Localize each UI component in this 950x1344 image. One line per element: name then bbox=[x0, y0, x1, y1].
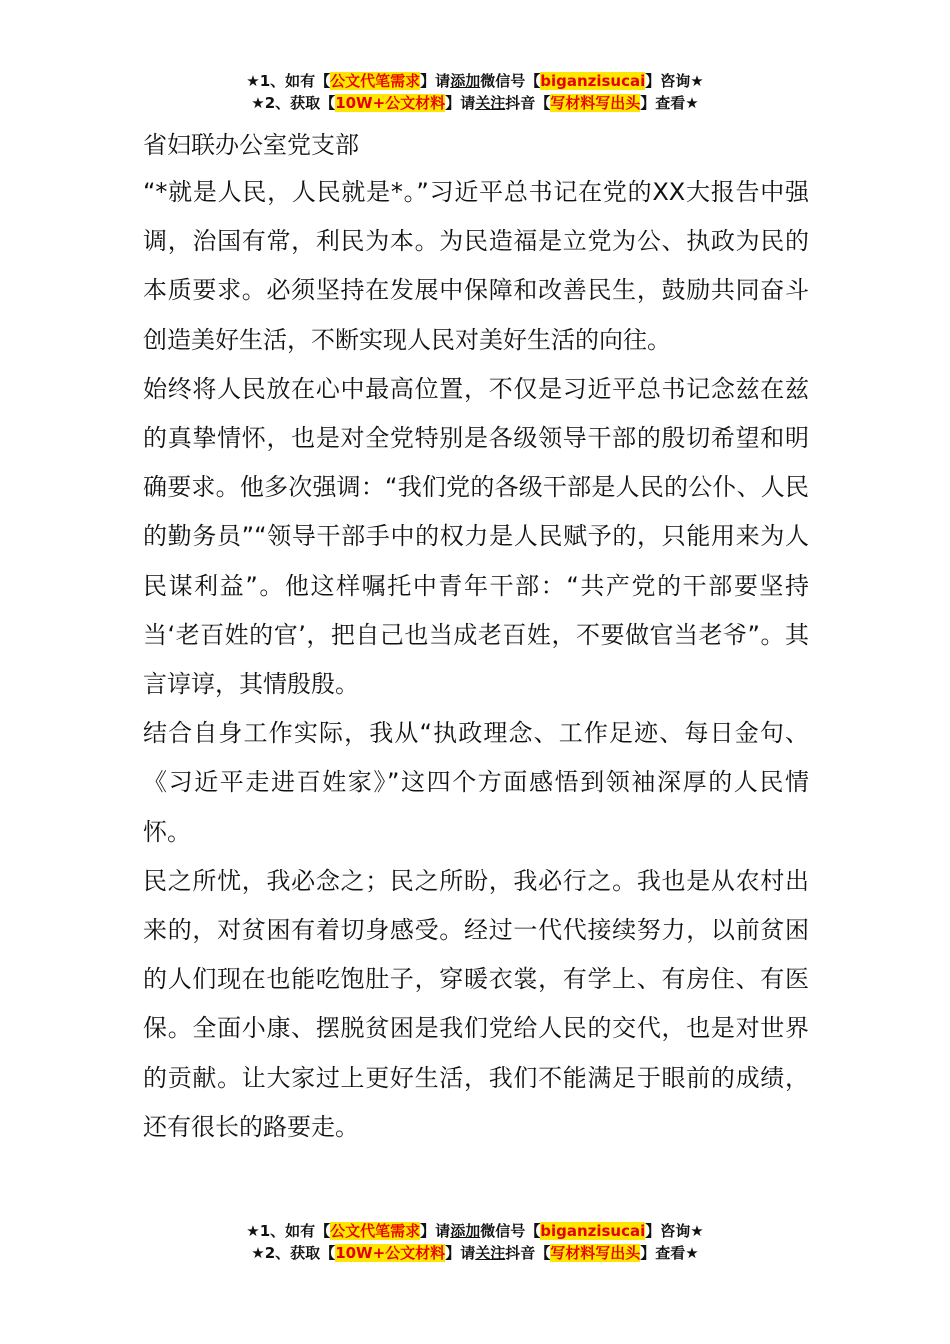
paragraph: 结合自身工作实际，我从“执政理念、工作足迹、每日金句、《习近平走进百姓家》”这四个方面感悟到领袖深厚的人民情怀。 bbox=[143, 719, 809, 846]
banner-line-1: ★1、如有【公文代笔需求】请添加微信号【biganzisucai】咨询★ bbox=[246, 72, 704, 90]
wechat-id: biganzisucai bbox=[540, 1222, 646, 1240]
emphasis-text: 添加 bbox=[450, 72, 481, 90]
paragraph: 始终将人民放在心中最高位置，不仅是习近平总书记念兹在兹的真挚情怀，也是对全党特别是各级领导干部的殷切希望和明确要求。他多次强调：“我们党的各级干部是人民的公仆、人民的勤务员”“领导干部手中的权力是人民赋予的，只能用来为人民谋利益”。他这样嘱托中青年干部：“共产党的干部要坚持当‘老百姓的官’，把自己也当成老百姓，不要做官当老爷”。其言谆谆，其情殷殷。 bbox=[143, 374, 809, 699]
emphasis-text: 关注 bbox=[475, 94, 506, 112]
douyin-account: 写材料写出头 bbox=[550, 94, 641, 112]
footer-banner bbox=[0, 1220, 950, 1264]
emphasis-text: 添加 bbox=[450, 1222, 481, 1240]
highlight-text: 10W+公文材料 bbox=[335, 94, 446, 112]
highlight-text: 10W+公文材料 bbox=[335, 1244, 446, 1262]
highlight-text: 公文代笔需求 bbox=[330, 72, 421, 90]
emphasis-text: 关注 bbox=[475, 1244, 506, 1262]
banner-line-1: ★1、如有【公文代笔需求】请添加微信号【biganzisucai】咨询★ bbox=[246, 1222, 704, 1240]
document-body bbox=[143, 122, 809, 1152]
wechat-id: biganzisucai bbox=[540, 72, 646, 90]
banner-line-2: ★2、获取【10W+公文材料】请关注抖音【写材料写出头】查看★ bbox=[251, 1244, 699, 1262]
douyin-account: 写材料写出头 bbox=[550, 1244, 641, 1262]
paragraph: 民之所忧，我必念之；民之所盼，我必行之。我也是从农村出来的，对贫困有着切身感受。经过一代代接续努力，以前贫困的人们现在也能吃饱肚子，穿暖衣裳，有学上、有房住、有医保。全面小康、摆脱贫困是我们党给人民的交代，也是对世界的贡献。让大家过上更好生活，我们不能满足于眼前的成绩，还有很长的路要走。 bbox=[143, 866, 809, 1141]
paragraph: “*就是人民，人民就是*。”习近平总书记在党的XX大报告中强调，治国有常，利民为本。为民造福是立党为公、执政为民的本质要求。必须坚持在发展中保障和改善民生，鼓励共同奋斗创造美好生活，不断实现人民对美好生活的向往。 bbox=[143, 178, 809, 354]
banner-line-2: ★2、获取【10W+公文材料】请关注抖音【写材料写出头】查看★ bbox=[251, 94, 699, 112]
org-name: 省妇联办公室党支部 bbox=[143, 131, 359, 159]
header-banner bbox=[0, 70, 950, 114]
highlight-text: 公文代笔需求 bbox=[330, 1222, 421, 1240]
